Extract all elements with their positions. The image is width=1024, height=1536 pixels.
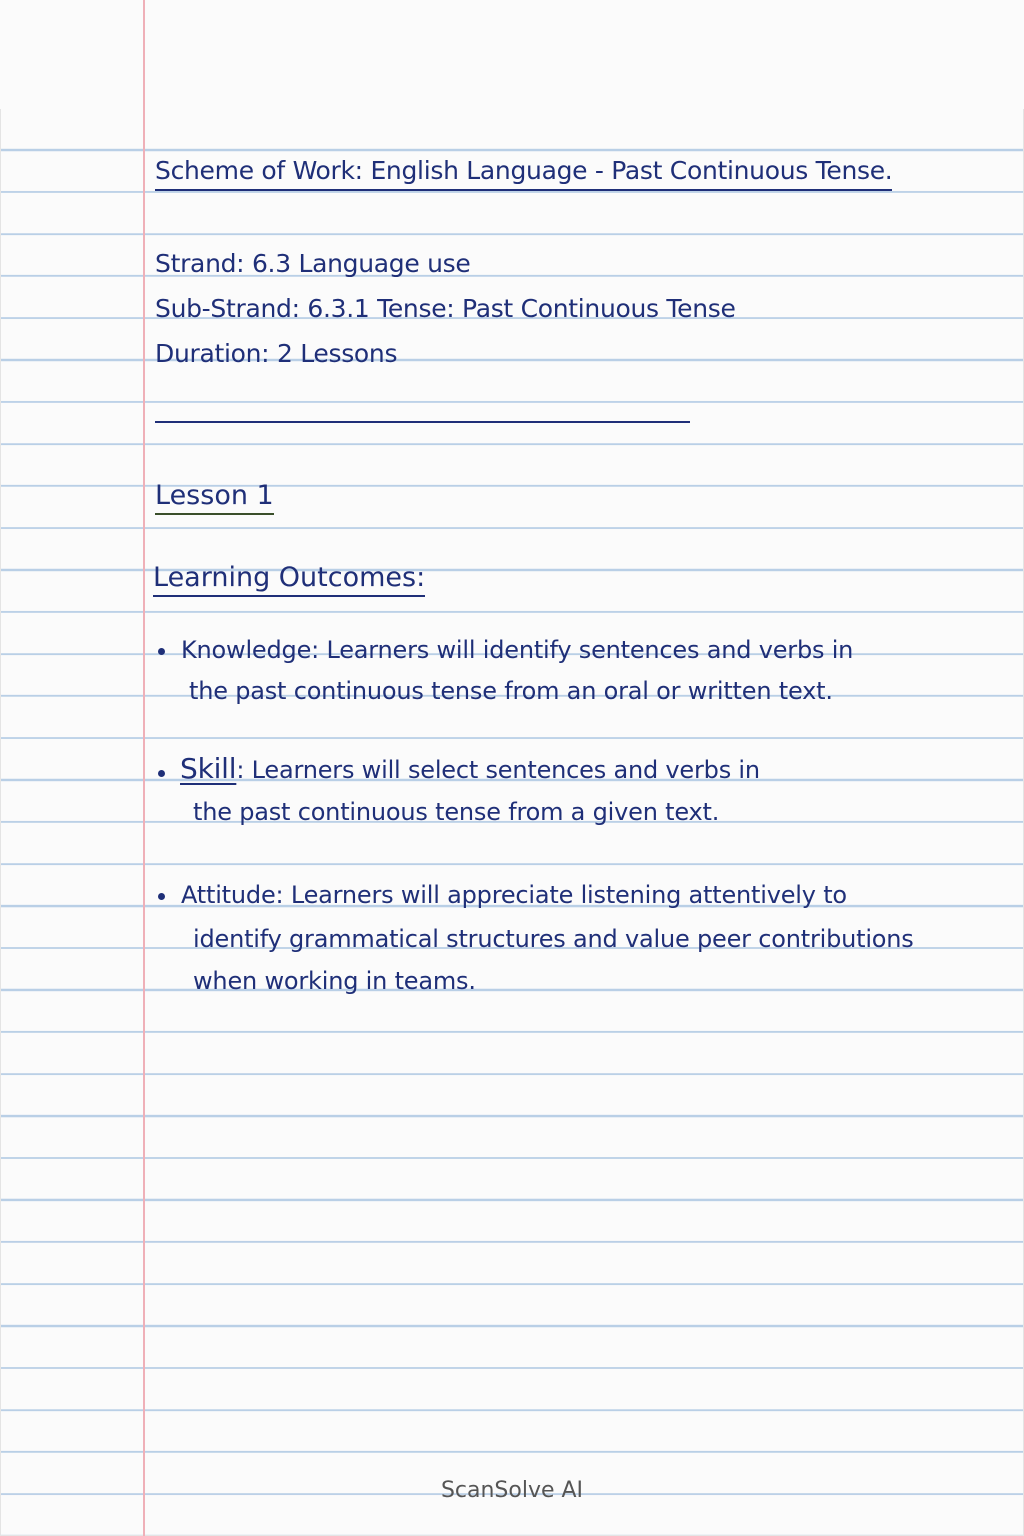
bullet-icon	[158, 893, 165, 900]
learning-outcomes-heading: Learning Outcomes:	[153, 562, 425, 597]
footer-brand: ScanSolve AI	[440, 1478, 584, 1503]
strand-line: Strand: 6.3 Language use	[155, 249, 471, 278]
outcome-line: Knowledge: Learners will identify sentences and verbs in	[181, 636, 854, 664]
outcome-line: Attitude: Learners will appreciate listening attentively to	[181, 881, 847, 909]
outcome-line: the past continuous tense from an oral or written text.	[189, 677, 833, 705]
skill-term: Skill	[180, 752, 237, 785]
skill-line-rest: : Learners will select sentences and verbs in	[236, 756, 760, 784]
outcome-line: when working in teams.	[193, 967, 476, 995]
page-title: Scheme of Work: English Language - Past Continuous Tense.	[155, 156, 892, 191]
outcome-line: identify grammatical structures and value peer contributions	[193, 925, 914, 953]
sub-strand-line: Sub-Strand: 6.3.1 Tense: Past Continuous Tense	[155, 294, 736, 323]
duration-line: Duration: 2 Lessons	[155, 339, 398, 368]
outcome-line	[180, 752, 760, 785]
bullet-icon	[158, 648, 165, 655]
outcome-line: the past continuous tense from a given text.	[193, 798, 720, 826]
bullet-icon	[158, 770, 165, 777]
lesson-heading: Lesson 1	[155, 480, 274, 515]
red-margin-line	[143, 0, 145, 1536]
paper-top-margin	[0, 0, 1024, 109]
section-divider	[155, 421, 690, 423]
